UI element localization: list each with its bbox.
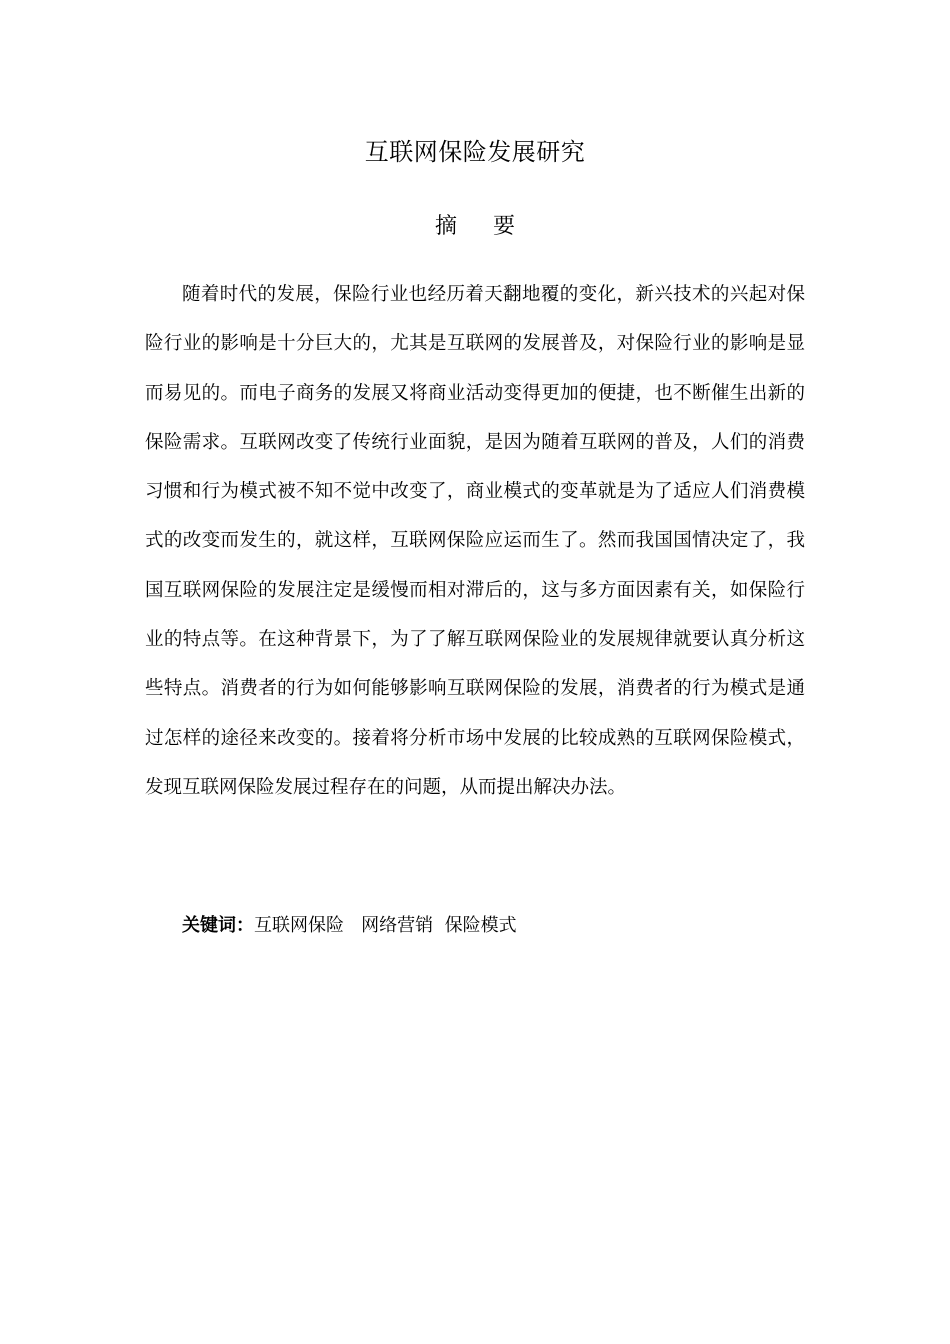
abstract-heading-first-char: 摘 (434, 214, 457, 239)
keywords-label: 关键词： (182, 915, 254, 936)
keywords-text: 互联网保险 网络营销 保险模式 (254, 915, 517, 936)
keywords-line (182, 911, 517, 941)
abstract-heading (0, 212, 950, 242)
abstract-heading-second-char: 要 (493, 214, 516, 239)
document-title: 互联网保险发展研究 (364, 138, 586, 166)
abstract-body: 随着时代的发展，保险行业也经历着天翻地覆的变化，新兴技术的兴起对保险行业的影响是十分巨大的，尤其是互联网的发展普及，对保险行业的影响是显而易见的。而电子商务的发展又将商业活动变得更加的便捷，也不断催生出新的保险需求。互联网改变了传统行业面貌，是因为随着互联网的普及，人们的消费习惯和行为模式被不知不觉中改变了，商业模式的变革就是为了适应人们消费模式的改变而发生的，就这样，互联网保险应运而生了。然而我国国情决定了，我国互联网保险的发展注定是缓慢而相对滞后的，这与多方面因素有关，如保险行业的特点等。在这种背景下，为了了解互联网保险业的发展规律就要认真分析这些特点。消费者的行为如何能够影响互联网保险的发展，消费者的行为模式是通过怎样的途径来改变的。接着将分析市场中发展的比较成熟的互联网保险模式，发现互联网保险发展过程存在的问题，从而提出解决办法。 (145, 284, 805, 798)
